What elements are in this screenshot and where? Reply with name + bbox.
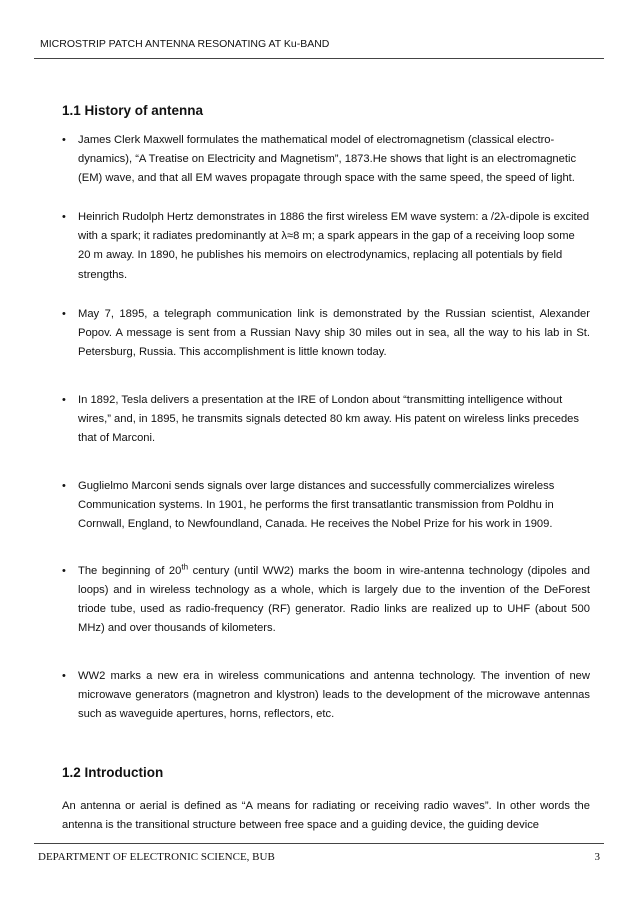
header-divider	[34, 58, 604, 59]
bullet-text: May 7, 1895, a telegraph communication link is demonstrated by the Russian scientist, Alexander Popov. A message is sent from a Russian Navy ship 30 miles out in sea, all the way to his lab in St. Petersburg, Russia. This accomplishment is little known today.	[78, 307, 590, 358]
introduction-paragraph: An antenna or aerial is defined as “A means for radiating or receiving radio waves”. In other words the antenna is the transitional structure between free space and a guiding device, the guiding device	[62, 800, 590, 832]
bullet-text: James Clerk Maxwell formulates the mathematical model of electromagnetism (classical electro-dynamics), “A Treatise on Electricity and Magnetism”, 1873.He shows that light is an electromagnetic (EM) wave, and that all EM waves propagate through space with the same speed, the speed of light.	[78, 134, 577, 185]
bullet-text: Guglielmo Marconi sends signals over large distances and successfully commercializes wireless Communication systems. In 1901, he performs the first transatlantic transmission from Poldhu in Cornwall, England, to Newfoundland, Canada. He receives the Nobel Prize for his work in 1909.	[78, 480, 555, 531]
footer-department: DEPARTMENT OF ELECTRONIC SCIENCE, BUB	[38, 851, 275, 863]
history-bullet-item	[62, 477, 590, 534]
bullet-text: Heinrich Rudolph Hertz demonstrates in 1886 the first wireless EM wave system: a /2λ-dipole is excited with a spark; it radiates predominantly at λ≈8 m; a spark appears in the gap of a receiving loop some 20 m away. In 1890, he publishes his memoirs on electrodynamics, replacing all potentials by field strengths.	[78, 211, 590, 281]
history-bullet-item	[62, 208, 590, 284]
history-bullet-item	[62, 391, 590, 448]
history-bullet-item	[62, 667, 590, 724]
bullet-text-start: The beginning of 20	[78, 564, 182, 577]
ordinal-superscript: th	[181, 561, 189, 571]
section-heading-introduction: 1.2 Introduction	[62, 765, 164, 780]
section-heading-history: 1.1 History of antenna	[62, 103, 204, 118]
footer-divider	[34, 843, 604, 844]
bullet-text-end: century (until WW2) marks the boom in wire-antenna technology (dipoles and loops) and in wireless technology as a whole, which is largely due to the invention of the DeForest triode tube, used as radio-frequency (RF) generator. Radio links are realized up to UHF (about 500 MHz) and over thousands of kilometers.	[78, 564, 591, 634]
bullet-text: In 1892, Tesla delivers a presentation at the IRE of London about “transmitting intelligence without wires,” and, in 1895, he transmits signals detected 80 km away. His patent on wireless links precedes that of Marconi.	[78, 393, 579, 445]
history-bullet-item	[62, 131, 590, 188]
page-number: 3	[594, 851, 600, 863]
history-bullet-item	[62, 562, 590, 638]
history-bullet-list	[62, 131, 590, 724]
page-header: MICROSTRIP PATCH ANTENNA RESONATING AT Ku-BAND	[40, 38, 330, 50]
bullet-text: WW2 marks a new era in wireless communications and antenna technology. The invention of new microwave generators (magnetron and klystron) leads to the development of the microwave antennas such as waveguide apertures, horns, reflectors, etc.	[78, 669, 590, 721]
history-bullet-item	[62, 305, 590, 362]
